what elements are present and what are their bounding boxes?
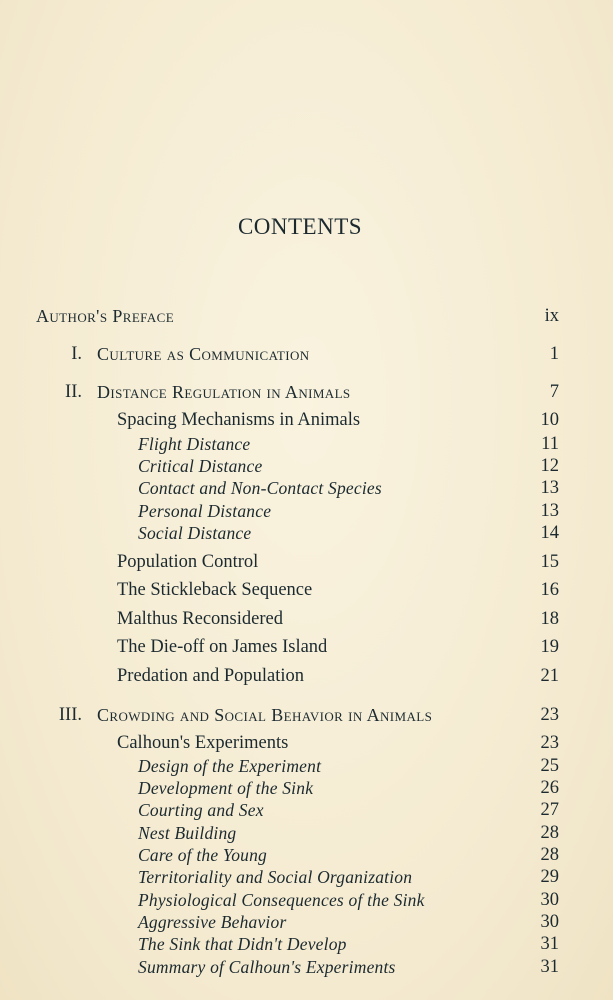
toc-entry-subsection[interactable] (0, 777, 613, 799)
toc-page-number: 30 (540, 890, 559, 910)
chapter-numeral: I. (71, 344, 82, 364)
toc-label: Care of the Young (138, 845, 267, 865)
toc-page-number: 21 (540, 666, 559, 686)
toc-page-number: 14 (540, 523, 559, 543)
toc-label: Development of the Sink (138, 778, 314, 798)
toc-page-number: 23 (540, 705, 559, 725)
toc-entry-subsection[interactable] (0, 799, 613, 821)
toc-label: Critical Distance (138, 456, 263, 476)
toc-label: Predation and Population (117, 666, 305, 686)
toc-page-number: 26 (540, 778, 559, 798)
toc-entry-section[interactable] (0, 578, 613, 602)
toc-entry-section[interactable] (0, 607, 613, 631)
toc-entry-subsection[interactable] (0, 911, 613, 933)
toc-entry-section[interactable] (0, 550, 613, 574)
toc-label: The Sink that Didn't Develop (138, 934, 347, 954)
toc-entry-subsection[interactable] (0, 933, 613, 955)
toc-entry-subsection[interactable] (0, 477, 613, 499)
toc-label: The Die-off on James Island (117, 637, 328, 657)
toc-entry-subsection[interactable] (0, 844, 613, 866)
toc-entry-subsection[interactable] (0, 522, 613, 544)
toc-label: Distance Regulation in Animals (97, 382, 351, 402)
toc-label: Physiological Consequences of the Sink (138, 890, 425, 910)
toc-label: The Stickleback Sequence (117, 580, 313, 600)
toc-entry-section[interactable] (0, 408, 613, 432)
toc-entry-subsection[interactable] (0, 433, 613, 455)
toc-page-number: 31 (540, 957, 559, 977)
toc-label: Calhoun's Experiments (117, 733, 289, 753)
toc-page-number: 15 (540, 552, 559, 572)
toc-page-number: 29 (540, 867, 559, 887)
toc-page-number: 10 (540, 410, 559, 430)
toc-label: Social Distance (138, 523, 252, 543)
toc-page-number: ix (544, 306, 559, 326)
toc-label: Crowding and Social Behavior in Animals (97, 705, 433, 725)
toc-entry-subsection[interactable] (0, 455, 613, 477)
toc-entry-subsection[interactable] (0, 500, 613, 522)
toc-page-number: 27 (540, 800, 559, 820)
toc-entry-section[interactable] (0, 731, 613, 755)
toc-entry-subsection[interactable] (0, 822, 613, 844)
toc-label: Population Control (117, 552, 259, 572)
toc-page-number: 18 (540, 609, 559, 629)
toc-page-number: 19 (540, 637, 559, 657)
toc-label: Spacing Mechanisms in Animals (117, 410, 361, 430)
toc-label: Contact and Non-Contact Species (138, 478, 382, 498)
toc-label: Territoriality and Social Organization (138, 867, 413, 887)
toc-label: Summary of Calhoun's Experiments (138, 957, 396, 977)
toc-label: Nest Building (138, 823, 237, 843)
toc-entry-section[interactable] (0, 635, 613, 659)
toc-label: Malthus Reconsidered (117, 609, 283, 629)
toc-page-number: 16 (540, 580, 559, 600)
toc-entry-section[interactable] (0, 664, 613, 688)
toc-entry-chapter-3[interactable] (0, 703, 613, 727)
toc-page-number: 13 (540, 478, 559, 498)
toc-label: Author's Preface (36, 306, 175, 326)
toc-entry-preface[interactable] (0, 304, 613, 328)
toc-page-number: 11 (541, 434, 559, 454)
toc-label: Culture as Communication (97, 344, 310, 364)
toc-entry-subsection[interactable] (0, 889, 613, 911)
toc-entry-subsection[interactable] (0, 755, 613, 777)
toc-label: Aggressive Behavior (138, 912, 287, 932)
toc-page-number: 30 (540, 912, 559, 932)
toc-page-number: 1 (549, 344, 559, 364)
toc-entry-chapter-1[interactable] (0, 342, 613, 366)
toc-label: Personal Distance (138, 501, 272, 521)
toc-page-number: 12 (540, 456, 559, 476)
toc-label: Courting and Sex (138, 800, 264, 820)
page-title: CONTENTS (237, 214, 363, 239)
toc-label: Flight Distance (138, 434, 251, 454)
chapter-numeral: III. (58, 705, 82, 725)
toc-label: Design of the Experiment (138, 756, 322, 776)
toc-page-number: 28 (540, 845, 559, 865)
toc-page-number: 25 (540, 756, 559, 776)
toc-page-number: 31 (540, 934, 559, 954)
toc-page-number: 7 (549, 382, 559, 402)
toc-entry-subsection[interactable] (0, 866, 613, 888)
toc-page-number: 28 (540, 823, 559, 843)
chapter-numeral: II. (65, 382, 82, 402)
toc-page-number: 13 (540, 501, 559, 521)
toc-page-number: 23 (540, 733, 559, 753)
toc-entry-chapter-2[interactable] (0, 380, 613, 404)
toc-entry-subsection[interactable] (0, 956, 613, 978)
